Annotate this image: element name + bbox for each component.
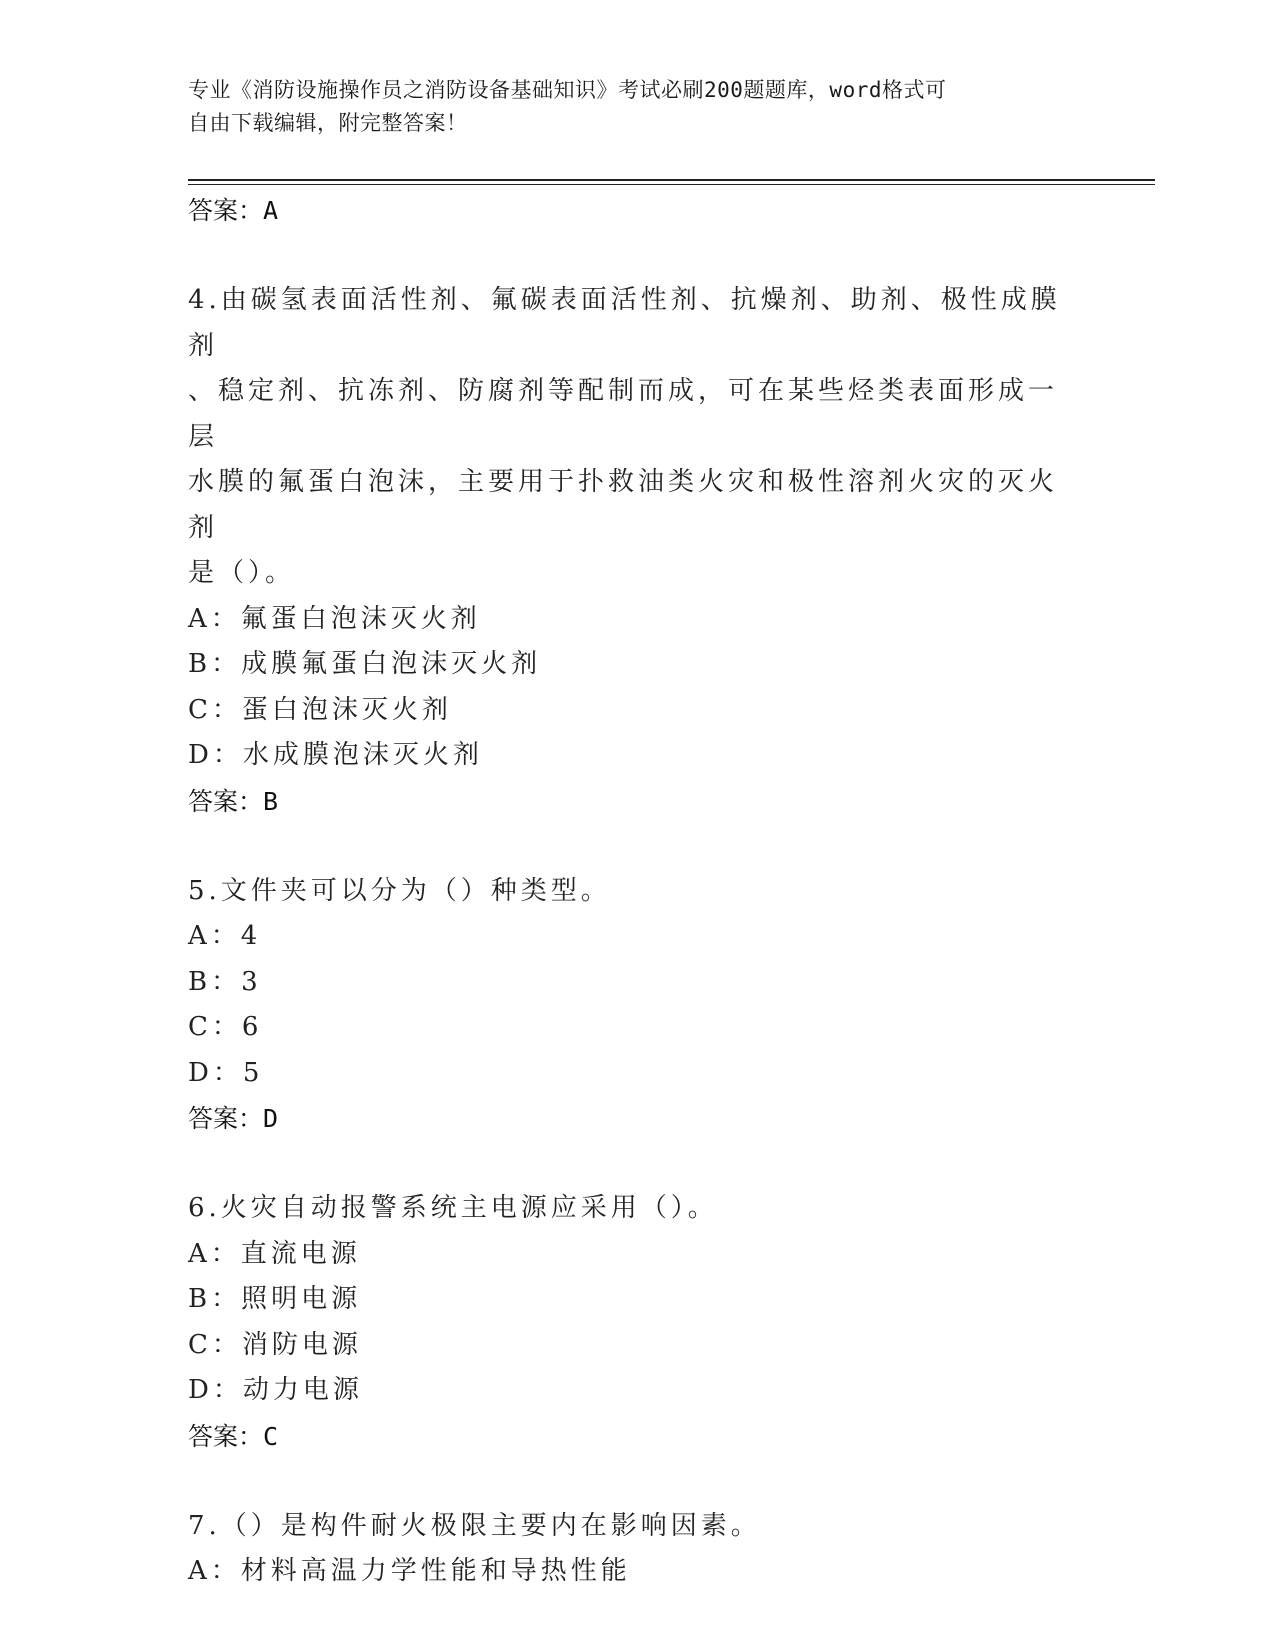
header-title-line-1: 专业《消防设施操作员之消防设备基础知识》考试必刷200题题库，word格式可 <box>188 78 947 102</box>
answer-label: 答案： <box>188 1421 264 1451</box>
spacer <box>188 234 1068 278</box>
question-6-stem <box>188 1186 1068 1232</box>
answer-6 <box>188 1414 1068 1460</box>
header-divider-thick <box>188 179 1155 181</box>
answer-letter: A <box>263 196 279 225</box>
option-b: B：照明电源 <box>188 1284 362 1314</box>
option-d: D：动力电源 <box>188 1375 363 1405</box>
question-stem-line: 水膜的氟蛋白泡沫，主要用于扑救油类火灾和极性溶剂火灾的灭火剂 <box>188 467 1059 543</box>
option-a: A：直流电源 <box>188 1238 361 1269</box>
option-b: B：成膜氟蛋白泡沫灭火剂 <box>188 649 542 679</box>
answer-prev <box>188 188 1068 234</box>
answer-letter: C <box>263 1421 279 1451</box>
question-7-stem <box>188 1504 1068 1550</box>
question-5 <box>188 869 1068 1143</box>
option-d: D：水成膜泡沫灭火剂 <box>188 740 483 770</box>
option-b: B：3 <box>188 966 262 997</box>
header-divider-thin <box>188 184 1155 185</box>
answer-5 <box>188 1096 1068 1142</box>
question-4 <box>188 278 1068 825</box>
option-c: C：消防电源 <box>188 1329 362 1360</box>
answer-4 <box>188 779 1068 825</box>
spacer <box>188 825 1068 869</box>
question-stem-line: 5.文件夹可以分为（）种类型。 <box>188 875 611 906</box>
question-stem-line: 4.由碳氢表面活性剂、氟碳表面活性剂、抗燥剂、助剂、极性成膜剂 <box>188 285 1061 361</box>
spacer <box>188 1142 1068 1186</box>
option-a: A：4 <box>188 921 262 951</box>
question-4-stem <box>188 278 1068 597</box>
answer-letter: B <box>263 786 279 816</box>
question-5-stem <box>188 869 1068 915</box>
question-stem-line: 是（）。 <box>188 558 296 588</box>
answer-label: 答案： <box>188 196 264 225</box>
option-d: D：5 <box>188 1057 264 1088</box>
question-7 <box>188 1504 1068 1595</box>
answer-label: 答案： <box>188 1104 264 1133</box>
question-stem-line: 、稳定剂、抗冻剂、防腐剂等配制而成，可在某些烃类表面形成一层 <box>188 376 1059 452</box>
spacer <box>188 1460 1068 1504</box>
question-stem-line: 6.火灾自动报警系统主电源应采用（）。 <box>188 1193 718 1223</box>
header-title-line-2: 自由下载编辑，附完整答案！ <box>188 111 468 135</box>
option-c: C：6 <box>188 1012 263 1042</box>
answer-label: 答案： <box>188 786 264 816</box>
question-6 <box>188 1186 1068 1460</box>
answer-letter: D <box>263 1104 279 1133</box>
question-stem-line: 7.（）是构件耐火极限主要内在影响因素。 <box>188 1510 761 1541</box>
option-a: A：材料高温力学性能和导热性能 <box>188 1556 631 1586</box>
option-a: A：氟蛋白泡沫灭火剂 <box>188 603 481 634</box>
option-c: C：蛋白泡沫灭火剂 <box>188 694 452 725</box>
document-header <box>188 74 1088 140</box>
question-list <box>188 188 1068 1595</box>
